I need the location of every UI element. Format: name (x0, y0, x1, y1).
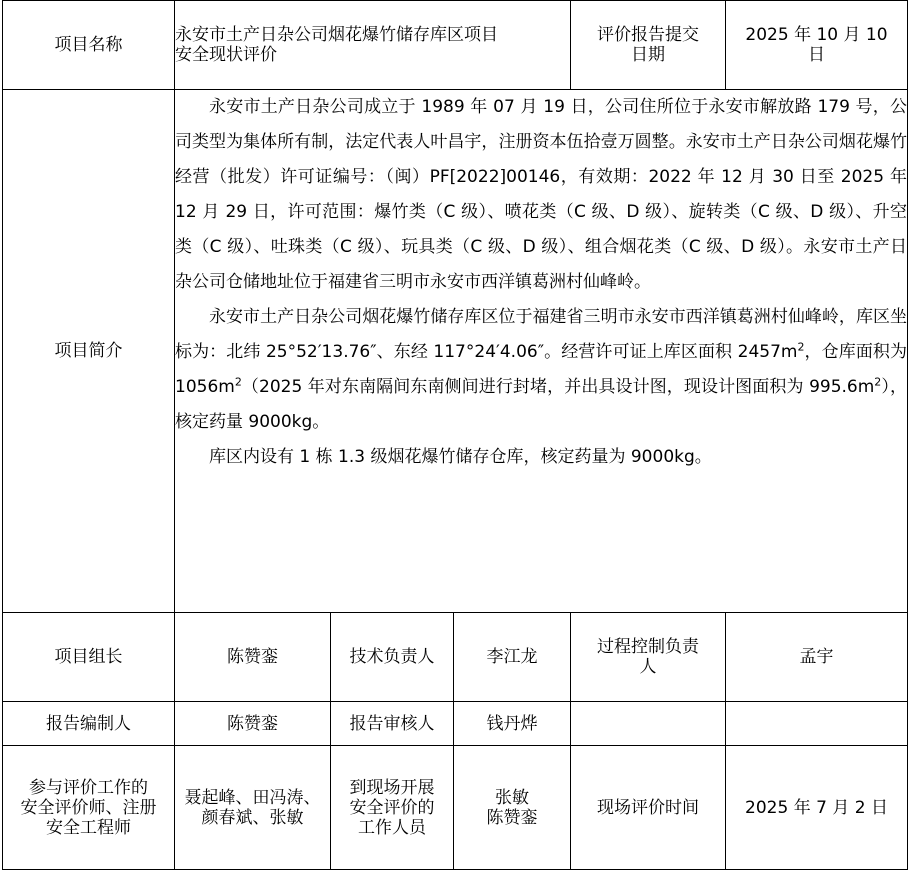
process-control-value: 孟宇 (726, 613, 908, 702)
tech-lead-value: 李江龙 (454, 613, 571, 702)
onsite-staff-label-line1: 到现场开展 (349, 777, 435, 798)
intro-paragraph-3: 库区内设有 1 栋 1.3 级烟花爆竹储存仓库，核定药量为 9000kg。 (209, 447, 712, 467)
intro-paragraph-1: 永安市土产日杂公司成立于 1989 年 07 月 19 日，公司住所位于永安市解放路 179 号，公司类型为集体所有制，法定代表人叶昌宇，注册资本伍拾壹万圆整。永安市土产日杂公司烟花爆竹经营（批发）许可证编号：（闽）PF[2022]00146，有效期：2022 年 12 月 30 日至 2025 年 12 月 29 日，许可范围：爆竹类（C 级）、喷花类（C 级、D 级）、旋转类（C 级、D 级）、升空类（C 级）、吐珠类（C 级）、玩具类（C 级、D 级）、组合烟花类（C 级、D 级）。永安市土产日杂公司仓储地址位于福建省三明市永安市西洋镇葛洲村仙峰岭。 (175, 97, 907, 292)
project-intro-body (175, 90, 908, 613)
submit-date-label (571, 1, 726, 90)
report-reviewer-label: 报告审核人 (331, 702, 454, 746)
participants-label-line1: 参与评价工作的 (29, 777, 148, 798)
report-author-label: 报告编制人 (3, 702, 175, 746)
onsite-time-value: 2025 年 7 月 2 日 (726, 746, 908, 870)
participants-value (175, 746, 331, 870)
participants-label-line2: 安全评价师、注册 (20, 797, 157, 818)
submit-date-label-line2: 日期 (631, 45, 665, 65)
onsite-staff-label-line3: 工作人员 (358, 817, 426, 838)
row-team (3, 613, 908, 702)
row-participants (3, 746, 908, 870)
project-name-line1: 永安市土产日杂公司烟花爆竹储存库区项目 (175, 25, 498, 45)
participants-label-line3: 安全工程师 (46, 817, 131, 838)
onsite-time-label: 现场评价时间 (571, 746, 726, 870)
tech-lead-label: 技术负责人 (331, 613, 454, 702)
report-reviewer-value: 钱丹烨 (454, 702, 571, 746)
submit-date-value-line2: 日 (808, 45, 825, 65)
participants-value-line1: 聂起峰、田冯涛、 (184, 787, 321, 808)
row-project-intro (3, 90, 908, 613)
onsite-staff-value-line1: 张敏 (495, 787, 529, 808)
participants-label (3, 746, 175, 870)
process-control-label-line1: 过程控制负责 (597, 637, 699, 657)
process-control-label (571, 613, 726, 702)
process-control-label-line2: 人 (639, 657, 657, 677)
onsite-staff-value (454, 746, 571, 870)
participants-value-line2: 颜春斌、张敏 (201, 807, 304, 828)
row-project-name (3, 1, 908, 90)
report-info-table (2, 0, 908, 870)
empty-cell (571, 702, 726, 746)
submit-date-value-line1: 2025 年 10 月 10 (745, 25, 888, 45)
intro-paragraph-2: 永安市土产日杂公司烟花爆竹储存库区位于福建省三明市永安市西洋镇葛洲村仙峰岭，库区坐标为：北纬 25°52′13.76″、东经 117°24′4.06″。经营许可证上库区面积 $2457m^2$，仓库面积为 $1056m^2(2025$ 年对东南隔间东南侧间进行封堵，并出具设计图，现设计图面积为 $995.6m^2$），核定药量 9000kg。 (175, 307, 908, 432)
project-name-label: 项目名称 (3, 1, 175, 90)
onsite-staff-label-line2: 安全评价的 (349, 797, 435, 818)
team-leader-label: 项目组长 (3, 613, 175, 702)
project-name-line2: 安全现状评价 (175, 45, 277, 65)
submit-date-value (726, 1, 908, 90)
submit-date-label-line1: 评价报告提交 (597, 25, 699, 45)
project-name-value (175, 1, 571, 90)
team-leader-value: 陈赞銮 (175, 613, 331, 702)
empty-cell (726, 702, 908, 746)
onsite-staff-value-line2: 陈赞銮 (486, 807, 538, 828)
onsite-staff-label (331, 746, 454, 870)
report-author-value: 陈赞銮 (175, 702, 331, 746)
project-intro-label: 项目简介 (3, 90, 175, 613)
row-authors (3, 702, 908, 746)
